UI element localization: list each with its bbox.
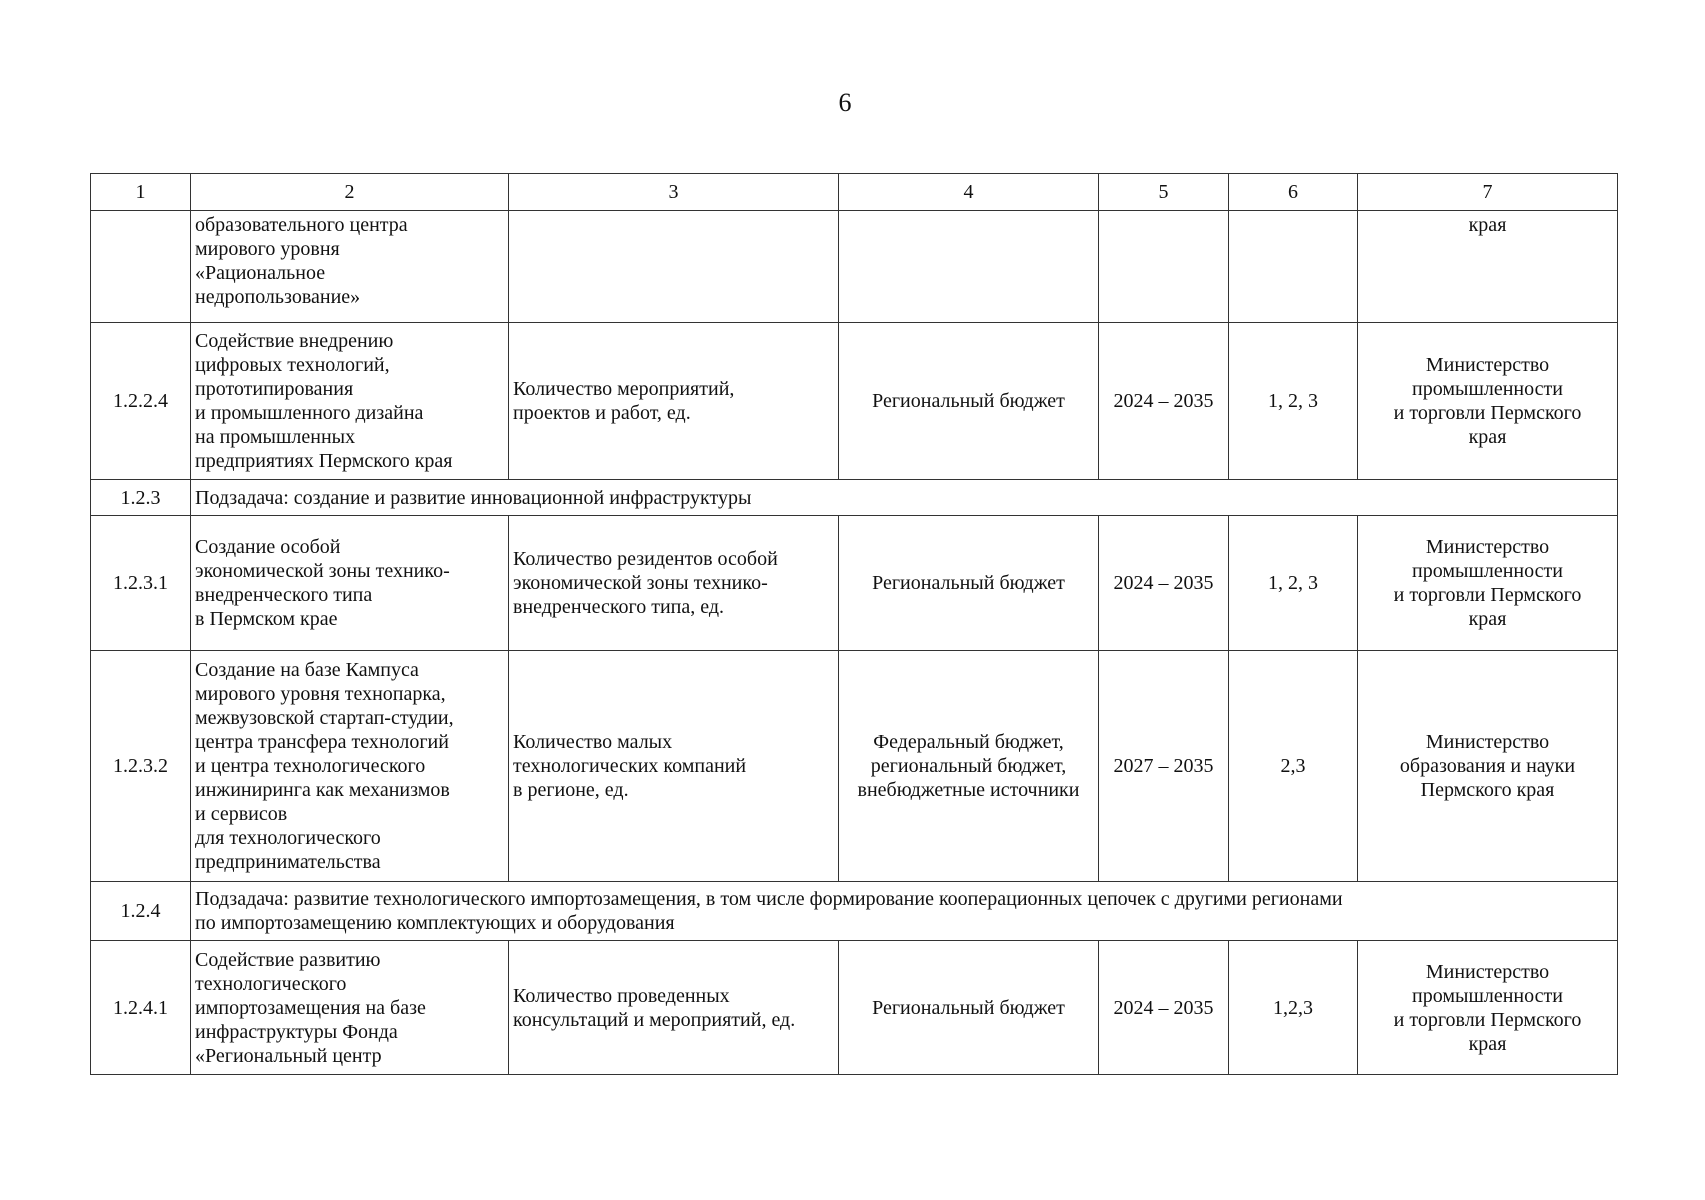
task-numbers: 1, 2, 3: [1229, 323, 1358, 480]
row-number: 1.2.3: [91, 480, 191, 516]
funding-source: [839, 211, 1099, 323]
table-row: [91, 516, 1618, 651]
measure-name: Создание особой экономической зоны технико- внедренческого типа в Пермском крае: [191, 516, 509, 651]
funding-source: Региональный бюджет: [839, 516, 1099, 651]
row-number: 1.2.4: [91, 882, 191, 941]
period: [1099, 211, 1229, 323]
period: 2024 – 2035: [1099, 516, 1229, 651]
row-number: 1.2.4.1: [91, 941, 191, 1075]
funding-source: Федеральный бюджет, региональный бюджет, внебюджетные источники: [839, 651, 1099, 882]
subtask-text: Подзадача: создание и развитие инновационной инфраструктуры: [191, 480, 1618, 516]
measure-name: Содействие внедрению цифровых технологий, прототипирования и промышленного дизайна на промышленных предприятиях Пермского края: [191, 323, 509, 480]
program-table: [90, 173, 1618, 1075]
indicator: Количество малых технологических компаний в регионе, ед.: [509, 651, 839, 882]
measure-name: Создание на базе Кампуса мирового уровня технопарка, межвузовской стартап-студии, центра трансфера технологий и центра технологического инжиниринга как механизмов и сервисов для технологического предпринимательства: [191, 651, 509, 882]
executor: Министерство образования и науки Пермского края: [1358, 651, 1618, 882]
subtask-row: [91, 480, 1618, 516]
funding-source: Региональный бюджет: [839, 941, 1099, 1075]
table-row: [91, 323, 1618, 480]
indicator: [509, 211, 839, 323]
header-cell-1: 1: [91, 174, 191, 211]
task-numbers: 2,3: [1229, 651, 1358, 882]
row-number: 1.2.3.2: [91, 651, 191, 882]
period: 2024 – 2035: [1099, 323, 1229, 480]
table-row: [91, 941, 1618, 1075]
row-number: [91, 211, 191, 323]
funding-source: Региональный бюджет: [839, 323, 1099, 480]
header-cell-7: 7: [1358, 174, 1618, 211]
indicator: Количество проведенных консультаций и мероприятий, ед.: [509, 941, 839, 1075]
task-numbers: 1,2,3: [1229, 941, 1358, 1075]
header-cell-5: 5: [1099, 174, 1229, 211]
header-cell-4: 4: [839, 174, 1099, 211]
indicator: Количество мероприятий, проектов и работ, ед.: [509, 323, 839, 480]
task-numbers: [1229, 211, 1358, 323]
subtask-text: Подзадача: развитие технологического импортозамещения, в том числе формирование кооперационных цепочек с другими регионами по импортозамещению комплектующих и оборудования: [191, 882, 1618, 941]
header-cell-6: 6: [1229, 174, 1358, 211]
executor: Министерство промышленности и торговли Пермского края: [1358, 941, 1618, 1075]
header-cell-3: 3: [509, 174, 839, 211]
row-number: 1.2.2.4: [91, 323, 191, 480]
page-number: 6: [838, 88, 852, 117]
indicator: Количество резидентов особой экономической зоны технико- внедренческого типа, ед.: [509, 516, 839, 651]
executor: Министерство промышленности и торговли Пермского края: [1358, 323, 1618, 480]
header-cell-2: 2: [191, 174, 509, 211]
row-number: 1.2.3.1: [91, 516, 191, 651]
executor: Министерство промышленности и торговли Пермского края: [1358, 516, 1618, 651]
subtask-row: [91, 882, 1618, 941]
header-row: [91, 174, 1618, 211]
measure-name: образовательного центра мирового уровня «Рациональное недропользование»: [191, 211, 509, 323]
measure-name: Содействие развитию технологического импортозамещения на базе инфраструктуры Фонда «Региональный центр: [191, 941, 509, 1075]
executor: края: [1358, 211, 1618, 323]
period: 2024 – 2035: [1099, 941, 1229, 1075]
period: 2027 – 2035: [1099, 651, 1229, 882]
task-numbers: 1, 2, 3: [1229, 516, 1358, 651]
table-row: [91, 211, 1618, 323]
table-row: [91, 651, 1618, 882]
